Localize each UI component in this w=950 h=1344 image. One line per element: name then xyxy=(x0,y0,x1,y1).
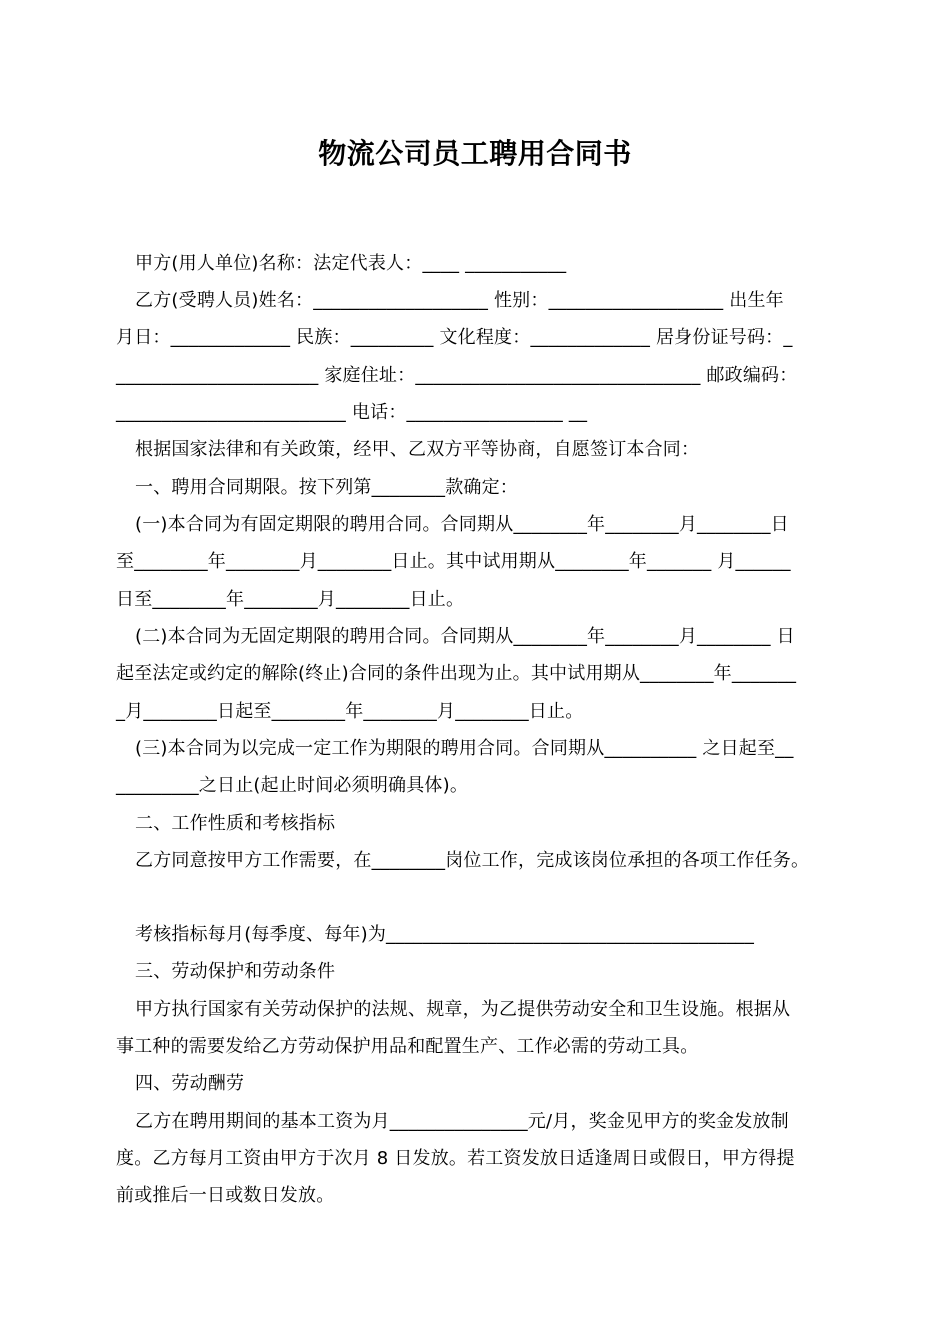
document-title: 物流公司员工聘用合同书 xyxy=(318,137,632,170)
clause-1-1-line-3: 日至________年________月________日止。 xyxy=(116,589,465,610)
section-2-heading: 二、工作性质和考核指标 xyxy=(135,813,336,834)
clause-1-3-line-2: _________之日止(起止时间必须明确具体)。 xyxy=(116,775,469,796)
section-4-paragraph: 乙方在聘用期间的基本工资为月_______________元/月，奖金见甲方的奖金发放制 xyxy=(135,1111,789,1132)
party-a-line: 甲方(用人单位)名称：法定代表人：____ ___________ xyxy=(135,253,567,274)
clause-1-1-line-2: 至________年________月________日止。其中试用期从________年_______ 月______ xyxy=(116,551,791,572)
section-4-paragraph-3: 前或推后一日或数日发放。 xyxy=(116,1185,335,1206)
clause-1-1-line: (一)本合同为有固定期限的聘用合同。合同期从________年________月________日 xyxy=(135,514,789,535)
party-b-line: 乙方(受聘人员)姓名：___________________ 性别：___________________ 出生年 xyxy=(135,290,784,311)
section-3-paragraph-2: 事工种的需要发给乙方劳动保护用品和配置生产、工作必需的劳动工具。 xyxy=(116,1036,699,1057)
section-2-paragraph: 乙方同意按甲方工作需要，在________岗位工作，完成该岗位承担的各项工作任务。 xyxy=(135,850,810,871)
party-b-line-4: _________________________ 电话：_________________ __ xyxy=(116,402,588,423)
section-1-heading: 一、聘用合同期限。按下列第________款确定： xyxy=(135,477,518,498)
party-b-line-3: ______________________ 家庭住址：_______________________________ 邮政编码： xyxy=(116,365,798,386)
section-3-paragraph: 甲方执行国家有关劳动保护的法规、规章，为乙提供劳动安全和卫生设施。根据从 xyxy=(135,999,791,1020)
clause-1-2-line: (二)本合同为无固定期限的聘用合同。合同期从________年________月________ 日 xyxy=(135,626,795,647)
section-3-heading: 三、劳动保护和劳动条件 xyxy=(135,961,336,982)
clause-1-2-line-3: _月________日起至________年________月________日止。 xyxy=(116,701,584,722)
party-b-line-2: 月日：_____________ 民族：_________ 文化程度：_____________ 居身份证号码：_ xyxy=(116,327,793,348)
clause-1-3-line: (三)本合同为以完成一定工作为期限的聘用合同。合同期从__________ 之日起至__ xyxy=(135,738,794,759)
clause-1-2-line-2: 起至法定或约定的解除(终止)合同的条件出现为止。其中试用期从________年_______ xyxy=(116,663,797,684)
section-4-heading: 四、劳动酬劳 xyxy=(135,1073,245,1094)
preamble-paragraph: 根据国家法律和有关政策，经甲、乙双方平等协商，自愿签订本合同： xyxy=(135,439,700,460)
assessment-line: 考核指标每月(每季度、每年)为________________________________________ xyxy=(135,924,755,945)
section-4-paragraph-2: 度。乙方每月工资由甲方于次月 8 日发放。若工资发放日适逢周日或假日，甲方得提 xyxy=(116,1148,795,1169)
